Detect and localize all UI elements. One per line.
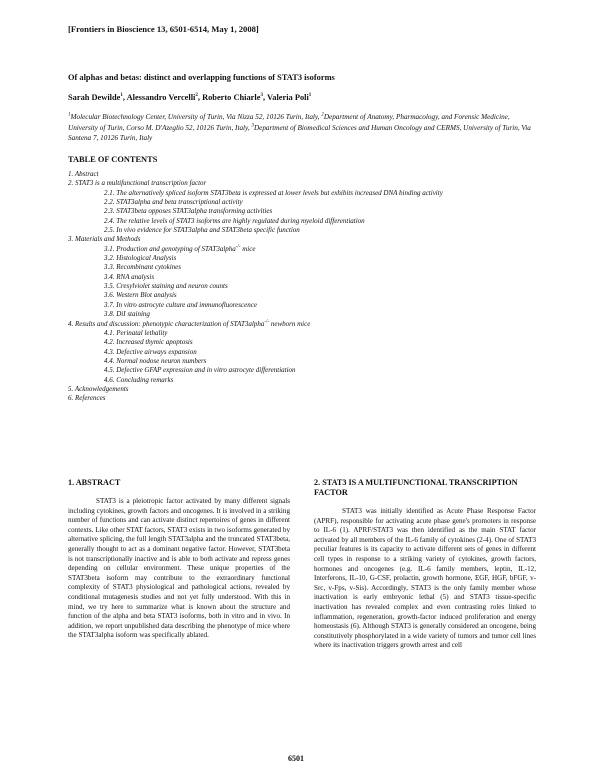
- affiliation-text: Molecular Biotechnology Center, University of Turin, Via Nizza 52, 10126 Turin, Italy,: [70, 113, 322, 121]
- table-of-contents: [68, 170, 538, 404]
- toc-item[interactable]: 2.3. STAT3beta opposes STAT3alpha transforming activities: [104, 207, 273, 216]
- toc-item[interactable]: 6. References: [68, 394, 106, 403]
- author-name: Alessandro Vercelli$^2$: [126, 93, 198, 102]
- section-2-heading: 2. STAT3 IS A MULTIFUNCTIONAL TRANSCRIPTION FACTOR: [314, 478, 518, 497]
- page-number: 6501: [288, 754, 304, 763]
- toc-item[interactable]: 4.5. Defective GFAP expression and in vitro astrocyte differentiation: [104, 366, 296, 375]
- toc-item[interactable]: 1. Abstract: [68, 170, 99, 178]
- toc-item[interactable]: 4. Results and discussion: phenotypic characterization of STAT3alpha-/- newborn mice: [68, 319, 311, 328]
- section-2-body: STAT3 was initially identified as Acute Phase Response Factor (APRF), responsible for activating acute phase gene's promoters in response to IL-6 (1). APRF/STAT3 was then identified as the main STAT factor activated by all members of the IL-6 family of cytokines (2-4). One of STAT3 peculiar features is its capacity to activate different sets of genes in different cell types in response to a striking variety of cytokines, growth factors, hormones and oncogenes (e.g. IL-6 family members, leptin, IL-12, Interferons, IL-10, G-CSF, prolactin, growth hormone, EGF, HGF, bFGF, v-Src, v-Fps, v-Sis). Accordingly, STAT3 is the only family member whose inactivation is early embryonic lethal (5) and STAT3 tissue-specific inactivation has revealed complex and even contrasting roles linked to inflammation, regeneration, growth-factor induced proliferation and energy homeostasis (6). Although STAT3 is generally considered an oncogene, being constitutively phosphorylated in a wide variety of tumors and tumor cell lines where its inactivation triggers growth arrest and cell: [314, 507, 536, 650]
- toc-item[interactable]: 5. Acknowledgements: [68, 384, 129, 393]
- affiliation-text: Department of Biomedical Sciences and Human Oncology and CERMS, University of Turin, Via Santena 7, 10126 Turin, Italy: [68, 123, 531, 142]
- toc-item[interactable]: 2.4. The relative levels of STAT3 isoforms are highly regulated during myeloid differentiation: [104, 216, 365, 225]
- toc-item[interactable]: 3.3. Recombinant cytokines: [104, 263, 181, 272]
- toc-item[interactable]: 2.2. STAT3alpha and beta transcriptional activity: [104, 198, 243, 207]
- toc-item[interactable]: 2. STAT3 is a multifunctional transcription factor: [68, 179, 207, 188]
- abstract-body: STAT3 is a pleiotropic factor activated by many different signals including cytokines, growth factors and oncogenes. It is involved in a striking number of functions and can activate distinct repertoires of genes in different contexts. Like other STAT factors, STAT3 exists in two isoforms generated by alternative splicing, the full length STAT3alpha and the truncated STAT3beta, generally thought to act as a dominant negative factor. However, STAT3beta is not transcriptionally inactive and is able to both activate and repress genes depending on cellular environment. These unique properties of the STAT3beta isoform may contribute to the extraordinary functional complexity of STAT3 physiological and pathological actions, revealed by conditional mutagenesis studies and not yet fully understood. With this in mind, we try here to summarize what is known about the structure and function of the alpha and beta STAT3 isoforms, both in vitro and in vivo. In addition, we report unpublished data describing the phenotype of mice where the STAT3alpha isoform was specifically ablated.: [68, 497, 290, 640]
- toc-item[interactable]: 4.6. Concluding remarks: [104, 375, 174, 384]
- toc-item[interactable]: 3. Materials and Methods: [68, 235, 141, 244]
- toc-item[interactable]: 4.4. Normal nodose neuron numbers: [104, 356, 207, 365]
- author-list: Sarah Dewilde$^1$, Alessandro Vercelli$^2$, Roberto Chiarle$^3$, Valeria Poli$^1$: [68, 93, 312, 102]
- toc-item[interactable]: 3.8. DiI staining: [104, 310, 150, 319]
- toc-item[interactable]: 2.5. In vivo evidence for STAT3alpha and STAT3beta specific function: [104, 226, 300, 235]
- toc-item[interactable]: 4.3. Defective airways expansion: [104, 347, 197, 356]
- toc-item[interactable]: 4.2. Increased thymic apoptosis: [104, 338, 193, 347]
- toc-item[interactable]: 3.6. Western Blot analysis: [104, 291, 177, 300]
- toc-item[interactable]: 2.1. The alternatively spliced isoform STAT3beta is expressed at lower levels but exhibits increased DNA binding activity: [104, 188, 443, 197]
- journal-header: [Frontiers in Bioscience 13, 6501-6514, May 1, 2008]: [68, 24, 259, 34]
- paper-title: Of alphas and betas: distinct and overlapping functions of STAT3 isoforms: [68, 73, 335, 82]
- author-name: Valeria Poli$^1$: [267, 93, 312, 102]
- affiliations: $^1$Molecular Biotechnology Center, University of Turin, Via Nizza 52, 10126 Turin, Italy, $^2$Department of Anatomy, Pharmacology, and Forensic Medicine, University of Turin, Corso M. D'Azeglio 52, 10126 Turin, Italy, $^3$Department of Biomedical Sciences and Human Oncology and CERMS, University of Turin, Via Santena 7, 10126 Turin, Italy: [68, 112, 531, 142]
- toc-heading: TABLE OF CONTENTS: [68, 155, 158, 164]
- toc-item[interactable]: 4.1. Perinatal lethality: [104, 328, 168, 337]
- affiliation-text: Department of Anatomy, Pharmacology, and Forensic Medicine, University of Turin, Corso M. D'Azeglio 52, 10126 Turin, Italy,: [68, 113, 510, 132]
- author-name: Roberto Chiarle$^3$: [202, 93, 263, 102]
- abstract-heading: 1. ABSTRACT: [68, 478, 121, 487]
- abstract-section: [68, 478, 290, 641]
- toc-item[interactable]: 3.2. Histological Analysis: [104, 254, 177, 263]
- section-2: [314, 478, 536, 651]
- author-name: Sarah Dewilde$^1$: [68, 93, 123, 102]
- toc-item[interactable]: 3.1. Production and genotyping of STAT3alpha-/- mice: [104, 244, 256, 253]
- toc-item[interactable]: 3.5. Cresylviolet staining and neuron counts: [104, 282, 228, 291]
- toc-item[interactable]: 3.7. In vitro astrocyte culture and immunofluorescence: [104, 300, 257, 309]
- toc-item[interactable]: 3.4. RNA analysis: [104, 272, 155, 281]
